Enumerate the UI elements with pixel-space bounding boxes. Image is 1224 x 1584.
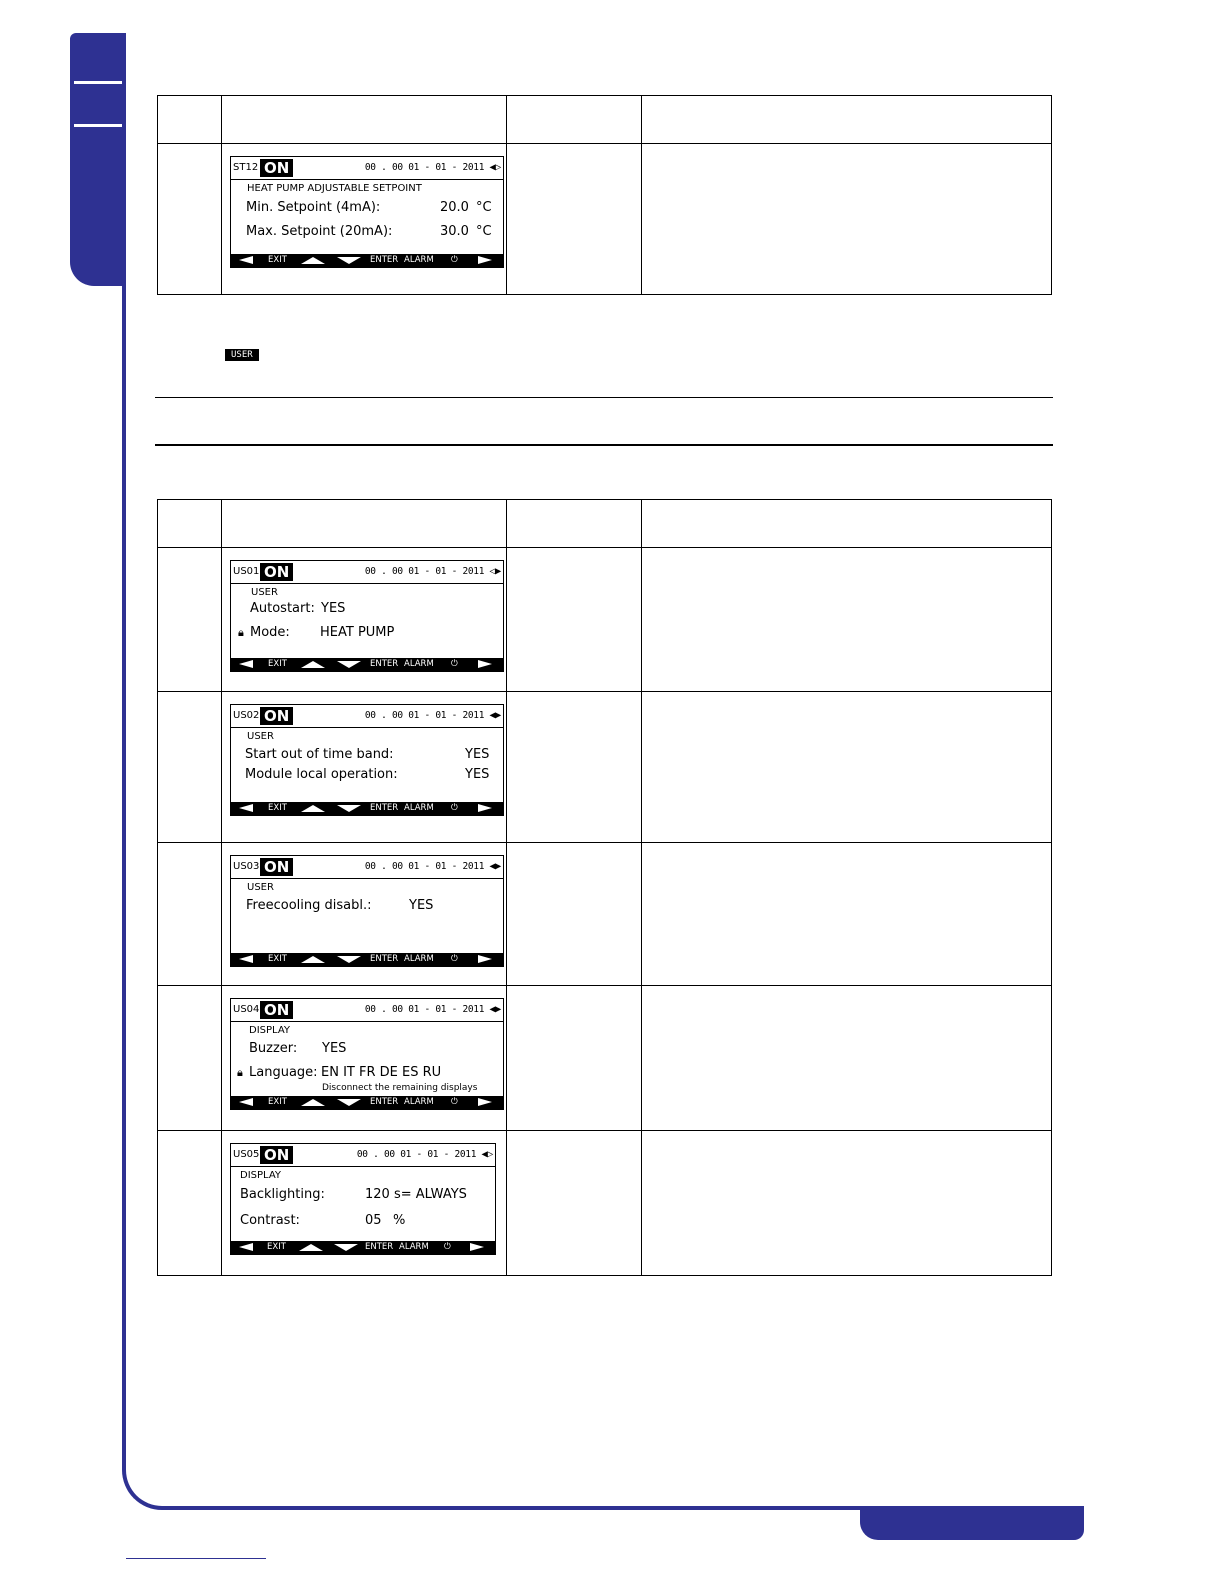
alarm-key: ALARM (399, 1242, 429, 1252)
language-note: Disconnect the remaining displays (322, 1083, 478, 1093)
left-arrow-icon (239, 1243, 253, 1251)
lock-icon: 🔒︎ (237, 1066, 243, 1079)
datetime: 00 . 00 01 - 01 - 2011 (364, 162, 485, 173)
section-rule-top (155, 397, 1053, 398)
right-arrow-icon (478, 955, 492, 963)
status-badge: ON (260, 563, 293, 581)
status-badge: ON (260, 1146, 293, 1164)
lcd-key-bar (231, 658, 503, 671)
buzzer-value: YES (322, 1041, 347, 1056)
exit-key: EXIT (268, 1097, 287, 1107)
module-local-operation-value: YES (465, 767, 490, 782)
up-arrow-icon (301, 661, 325, 668)
screen-code: US04 (233, 1004, 260, 1015)
status-badge: ON (260, 707, 293, 725)
power-icon: ⏻ (451, 954, 458, 964)
section-rule-bottom (155, 444, 1053, 446)
mode-value: HEAT PUMP (320, 625, 395, 640)
max-setpoint-unit: °C (476, 224, 492, 239)
setpoint-table (157, 95, 1052, 295)
screen-title: DISPLAY (249, 1025, 291, 1036)
down-arrow-icon (337, 661, 361, 668)
mode-label: Mode: (250, 625, 290, 640)
alarm-key: ALARM (404, 255, 434, 265)
up-arrow-icon (301, 956, 325, 963)
screen-code: US05 (233, 1149, 260, 1160)
table-row (158, 843, 1052, 986)
user-level-badge: USER (225, 349, 259, 361)
side-tab-divider (74, 124, 122, 127)
right-arrow-icon (470, 1243, 484, 1251)
max-setpoint-label: Max. Setpoint (20mA): (246, 224, 393, 239)
right-arrow-icon (478, 804, 492, 812)
exit-key: EXIT (268, 954, 287, 964)
footer-line (126, 1558, 266, 1559)
contrast-label: Contrast: (240, 1213, 300, 1228)
enter-key: ENTER (370, 954, 399, 964)
lcd-screen-us02 (230, 704, 504, 816)
lcd-key-bar (231, 802, 503, 815)
down-arrow-icon (337, 1099, 361, 1106)
freecooling-disabled-label: Freecooling disabl.: (246, 898, 372, 913)
autostart-value: YES (321, 601, 346, 616)
enter-key: ENTER (370, 659, 399, 669)
down-arrow-icon (334, 1244, 358, 1251)
left-arrow-icon (239, 804, 253, 812)
table-row (158, 1131, 1052, 1276)
lock-icon: 🔒︎ (238, 626, 244, 639)
screen-code: US03 (233, 861, 260, 872)
user-parameters-table (157, 499, 1052, 1276)
side-tab (70, 33, 126, 286)
power-icon: ⏻ (451, 659, 458, 669)
table-row (158, 548, 1052, 692)
screen-title: HEAT PUMP ADJUSTABLE SETPOINT (247, 183, 422, 194)
page-frame-corner (122, 1420, 182, 1510)
nav-arrows-icon: ◀▶ (489, 710, 501, 721)
nav-arrows-icon: ◀▶ (489, 1004, 501, 1015)
status-badge: ON (260, 1001, 293, 1019)
up-arrow-icon (301, 257, 325, 264)
right-arrow-icon (478, 660, 492, 668)
exit-key: EXIT (268, 255, 287, 265)
power-icon: ⏻ (451, 1097, 458, 1107)
table-row (158, 986, 1052, 1131)
down-arrow-icon (337, 805, 361, 812)
screen-title: USER (247, 731, 274, 742)
datetime: 00 . 00 01 - 01 - 2011 (364, 566, 485, 577)
contrast-value: 05 (365, 1213, 382, 1228)
backlighting-label: Backlighting: (240, 1187, 325, 1202)
down-arrow-icon (337, 257, 361, 264)
left-arrow-icon (239, 660, 253, 668)
lcd-key-bar (231, 953, 503, 966)
up-arrow-icon (301, 805, 325, 812)
screen-code: US01 (233, 566, 260, 577)
table-row (158, 144, 1052, 295)
nav-arrows-icon: ◀▷ (489, 162, 501, 173)
exit-key: EXIT (268, 803, 287, 813)
screen-title: DISPLAY (240, 1170, 282, 1181)
lcd-screen-us05 (230, 1143, 496, 1255)
screen-code: US02 (233, 710, 260, 721)
page-frame-left (122, 270, 126, 1450)
alarm-key: ALARM (404, 659, 434, 669)
datetime: 00 . 00 01 - 01 - 2011 (356, 1149, 477, 1160)
table-header-row (158, 500, 1052, 548)
exit-key: EXIT (268, 659, 287, 669)
min-setpoint-unit: °C (476, 200, 492, 215)
enter-key: ENTER (370, 803, 399, 813)
status-badge: ON (260, 159, 293, 177)
side-tab-divider (74, 81, 122, 84)
alarm-key: ALARM (404, 803, 434, 813)
lcd-key-bar (231, 1096, 503, 1109)
right-arrow-icon (478, 1098, 492, 1106)
lcd-screen-us01 (230, 560, 504, 672)
exit-key: EXIT (267, 1242, 286, 1252)
up-arrow-icon (299, 1244, 323, 1251)
right-arrow-icon (478, 256, 492, 264)
down-arrow-icon (337, 956, 361, 963)
datetime: 00 . 00 01 - 01 - 2011 (364, 861, 485, 872)
datetime: 00 . 00 01 - 01 - 2011 (364, 1004, 485, 1015)
screen-title: USER (251, 587, 278, 598)
alarm-key: ALARM (404, 954, 434, 964)
nav-arrows-icon: ◁▶ (489, 566, 501, 577)
buzzer-label: Buzzer: (249, 1041, 298, 1056)
lcd-key-bar (231, 254, 503, 267)
backlighting-value: 120 s= ALWAYS (365, 1187, 467, 1202)
power-icon: ⏻ (444, 1242, 451, 1252)
left-arrow-icon (239, 256, 253, 264)
start-out-of-time-band-value: YES (465, 747, 490, 762)
min-setpoint-label: Min. Setpoint (4mA): (246, 200, 381, 215)
power-icon: ⏻ (451, 803, 458, 813)
left-arrow-icon (239, 1098, 253, 1106)
enter-key: ENTER (365, 1242, 394, 1252)
status-badge: ON (260, 858, 293, 876)
left-arrow-icon (239, 955, 253, 963)
enter-key: ENTER (370, 1097, 399, 1107)
language-options: EN IT FR DE ES RU (321, 1065, 442, 1080)
table-row (158, 692, 1052, 843)
footer-tab (860, 1506, 1084, 1540)
lcd-key-bar (231, 1241, 495, 1254)
freecooling-disabled-value: YES (409, 898, 434, 913)
contrast-unit: % (393, 1213, 406, 1228)
language-label: Language: (249, 1065, 318, 1080)
alarm-key: ALARM (404, 1097, 434, 1107)
lcd-screen-st12 (230, 156, 504, 268)
up-arrow-icon (301, 1099, 325, 1106)
nav-arrows-icon: ◀▷ (481, 1149, 493, 1160)
datetime: 00 . 00 01 - 01 - 2011 (364, 710, 485, 721)
autostart-label: Autostart: (250, 601, 315, 616)
table-header-row (158, 96, 1052, 144)
max-setpoint-value: 30.0 (440, 224, 469, 239)
lcd-screen-us03 (230, 855, 504, 967)
screen-code: ST12 (233, 162, 259, 173)
screen-title: USER (247, 882, 274, 893)
enter-key: ENTER (370, 255, 399, 265)
nav-arrows-icon: ◀▶ (489, 861, 501, 872)
min-setpoint-value: 20.0 (440, 200, 469, 215)
power-icon: ⏻ (451, 255, 458, 265)
start-out-of-time-band-label: Start out of time band: (245, 747, 394, 762)
module-local-operation-label: Module local operation: (245, 767, 398, 782)
lcd-screen-us04 (230, 998, 504, 1110)
